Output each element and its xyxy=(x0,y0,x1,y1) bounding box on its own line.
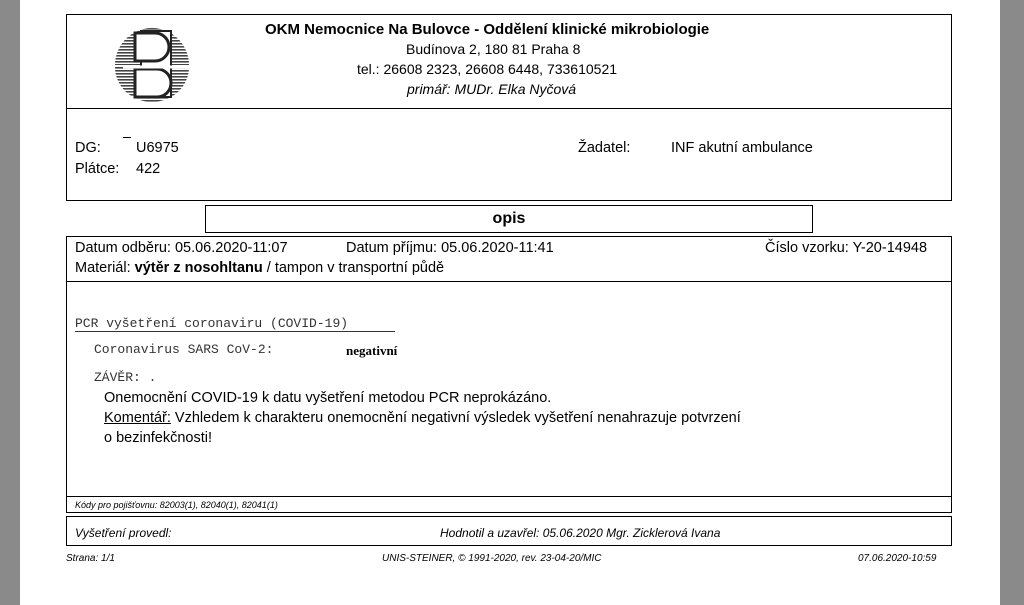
document-type: opis xyxy=(492,210,526,227)
comment-text-2: o bezinfekčnosti! xyxy=(104,430,213,446)
head-physician: primář: MUDr. Elka Nyčová xyxy=(407,81,577,97)
test-title-underline xyxy=(75,331,395,332)
analyte-value: negativní xyxy=(346,343,398,358)
conclusion-text: Onemocnění COVID-19 k datu vyšetření metodou PCR neprokázáno. xyxy=(104,390,552,406)
address: Budínova 2, 180 81 Praha 8 xyxy=(406,41,581,57)
sample-box xyxy=(66,236,952,282)
payer-label: Plátce: xyxy=(75,161,120,177)
dg-value: U6975 xyxy=(136,140,179,156)
header-box xyxy=(66,14,952,109)
payer-value: 422 xyxy=(136,161,161,177)
material-value: výtěr z nosohltanu xyxy=(134,260,263,276)
collection-date: Datum odběru: 05.06.2020-11:07 xyxy=(75,240,288,256)
material-line xyxy=(75,260,444,276)
document-type-box xyxy=(205,205,813,233)
comment-label: Komentář: xyxy=(104,410,171,426)
requester-label: Žadatel: xyxy=(578,140,631,156)
report-page xyxy=(20,0,1000,605)
requester-value: INF akutní ambulance xyxy=(671,140,813,156)
receipt-date: Datum příjmu: 05.06.2020-11:41 xyxy=(346,240,554,256)
institution-name: OKM Nemocnice Na Bulovce - Oddělení klinické mikrobiologie xyxy=(265,21,710,38)
print-timestamp: 07.06.2020-10:59 xyxy=(858,553,937,564)
dg-label: DG: xyxy=(75,140,101,156)
insurance-codes: Kódy pro pojišťovnu: 82003(1), 82040(1), 82041(1) xyxy=(75,500,278,510)
performed-by: Vyšetření provedl: xyxy=(75,526,172,540)
logo-graphic xyxy=(111,25,193,103)
codes-box xyxy=(66,496,952,513)
analyte-label: Coronavirus SARS CoV-2: xyxy=(94,342,274,357)
hospital-logo xyxy=(111,25,193,103)
signoff-box xyxy=(66,516,952,546)
test-title: PCR vyšetření coronaviru (COVID-19) xyxy=(75,316,349,331)
patient-box xyxy=(66,108,952,201)
dg-mark xyxy=(123,137,131,138)
material-label: Materiál: xyxy=(75,260,131,276)
comment-text: Vzhledem k charakteru onemocnění negativní výsledek vyšetření nenahrazuje potvrzení xyxy=(170,410,741,426)
software-credit: UNIS-STEINER, © 1991-2020, rev. 23-04-20/MIC xyxy=(382,553,602,564)
evaluated-by: Hodnotil a uzavřel: 05.06.2020 Mgr. Zicklerová Ivana xyxy=(440,526,721,540)
comment-line xyxy=(104,410,741,426)
conclusion-label: ZÁVĚR: . xyxy=(94,370,157,385)
material-extra: / tampon v transportní půdě xyxy=(266,260,445,276)
sample-number: Číslo vzorku: Y-20-14948 xyxy=(765,240,928,256)
page-number: Strana: 1/1 xyxy=(66,553,115,564)
phone: tel.: 26608 2323, 26608 6448, 733610521 xyxy=(357,61,618,77)
results-box xyxy=(66,281,952,497)
